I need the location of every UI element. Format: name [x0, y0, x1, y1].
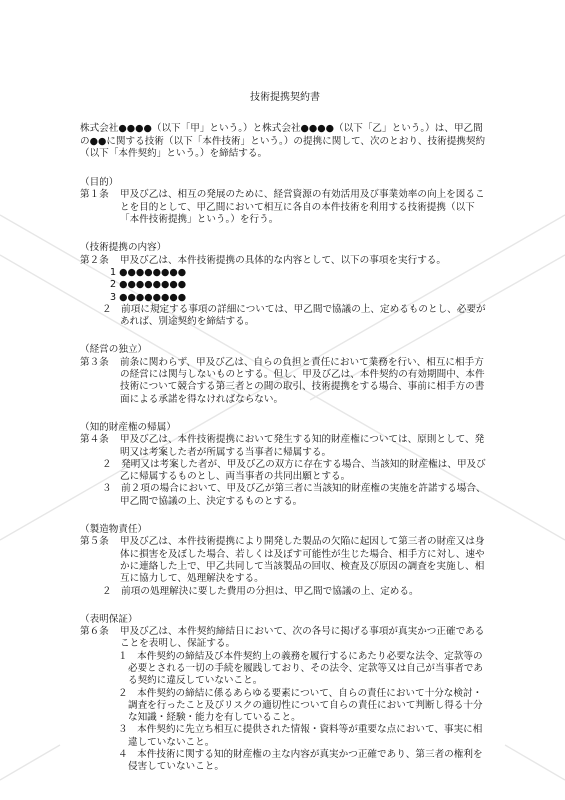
article-4 — [80, 422, 490, 508]
article-5 — [80, 524, 490, 598]
article-heading: （経営の独立） — [80, 344, 148, 356]
list-item: ３ 本件契約に先立ち相互に提供された情報・資料等が重要な点において、事実に相違していないこと。 — [118, 724, 483, 748]
article-body: 甲及び乙は、本件技術提携において発生する知的財産権については、原則として、発明又は考案した者が所属する当事者に帰属する。 — [120, 434, 485, 458]
article-number: 第３条 — [80, 356, 109, 368]
article-text — [80, 189, 490, 226]
article-6 — [80, 614, 490, 774]
article-body: 甲及び乙は、本件技術提携により開発した製品の欠陥に起因して第三者の財産又は身体に損害を及ぼした場合、若しくは及ぼす可能性が生じた場合、相手方に対し、速やかに連絡した上で、甲乙共同して当該製品の回収、検査及び原因の調査を実施し、相互に協力して、処理解決をする。 — [120, 536, 485, 585]
article-number: 第４条 — [80, 434, 109, 446]
list-item: ４ 本件技術に関する知的財産権の主な内容が真実かつ正確であり、第三者の権利を侵害していないこと。 — [118, 749, 483, 773]
list-item: 2 ●●●●●●●● — [110, 279, 187, 291]
article-2 — [80, 242, 490, 328]
article-number: 第６条 — [80, 626, 109, 638]
article-heading: （知的財産権の帰属） — [80, 421, 176, 433]
article-heading: （目的） — [80, 177, 119, 189]
article-paragraph: ２ 発明又は考案した者が、甲及び乙の双方に存在する場合、当該知的財産権は、甲及び乙に帰属するものとし、両当事者の共同出願とする。 — [102, 458, 486, 483]
article-text — [80, 536, 490, 585]
list-item: ２ 本件契約の締結に係るあらゆる要素について、自らの責任において十分な検討・調査を行ったこと及びリスクの適切性について自らの責任において判断し得る十分な知識・経験・能力を有していること。 — [118, 687, 483, 724]
article-3 — [80, 344, 490, 405]
article-body: 前条に関わらず、甲及び乙は、自らの負担と責任において業務を行い、相互に相手方の経営には関与しないものとする。但し、甲及び乙は、本件契約の有効期間中、本件技術について競合する第三者との間の取引、技術提携をする場合、事前に相手方の書面による承諾を得なければならない。 — [120, 356, 485, 405]
article-paragraph: ２ 前項に規定する事項の詳細については、甲乙間で協議の上、定めるものとし、必要があれば、別途契約を締結する。 — [102, 303, 486, 328]
article-text — [80, 434, 490, 459]
article-number: 第５条 — [80, 536, 109, 548]
preamble: 株式会社●●●●（以下「甲」という。）と株式会社●●●●（以下「乙」という。）は、甲乙間の●●に関する技術（以下「本件技術」という。）の提携に関して、次のとおり、技術提携契約（以下「本件契約」という。）を締結する。 — [80, 123, 486, 159]
article-body: 甲及び乙は、本件契約締結日において、次の各号に掲げる事項が真実かつ正確であることを表明し、保証する。 — [120, 626, 485, 650]
article-body: 甲及び乙は、相互の発展のために、経営資源の有効活用及び事業効率の向上を図ることを目的として、甲乙間において相互に各自の本件技術を利用する技術提携（以下「本件技術提携」という。）を行う。 — [120, 189, 485, 226]
article-body: 甲及び乙は、本件技術提携の具体的な内容として、以下の事項を実行する。 — [120, 254, 446, 266]
article-text — [80, 626, 490, 651]
list-item: 1 ●●●●●●●● — [110, 266, 187, 278]
article-heading: （製造物責任） — [80, 524, 148, 536]
article-heading: （技術提携の内容） — [80, 242, 167, 254]
article-number: 第２条 — [80, 254, 109, 266]
article-number: 第１条 — [80, 189, 109, 201]
article-heading: （表明保証） — [80, 613, 138, 625]
article-text — [80, 255, 490, 267]
document-title: 技術提携契約書 — [250, 92, 320, 103]
article-paragraph: ２ 前項の処理解決に要した費用の分担は、甲乙間で協議の上、定める。 — [102, 585, 419, 597]
contract-document — [80, 92, 490, 790]
article-1 — [80, 177, 490, 226]
item-list — [80, 267, 490, 304]
list-item: １ 本件契約の締結及び本件契約上の義務を履行するにあたり必要な法令、定款等の必要とされる一切の手続を履践しており、その法令、定款等又は自己が当事者である契約に違反していないこと。 — [118, 650, 483, 687]
list-item: 3 ●●●●●●●● — [110, 291, 187, 303]
article-paragraph: ３ 前２項の場合において、甲及び乙が第三者に当該知的財産権の実施を許諾する場合、甲乙間で協議の上、決定するものとする。 — [102, 483, 486, 507]
article-text — [80, 357, 490, 406]
